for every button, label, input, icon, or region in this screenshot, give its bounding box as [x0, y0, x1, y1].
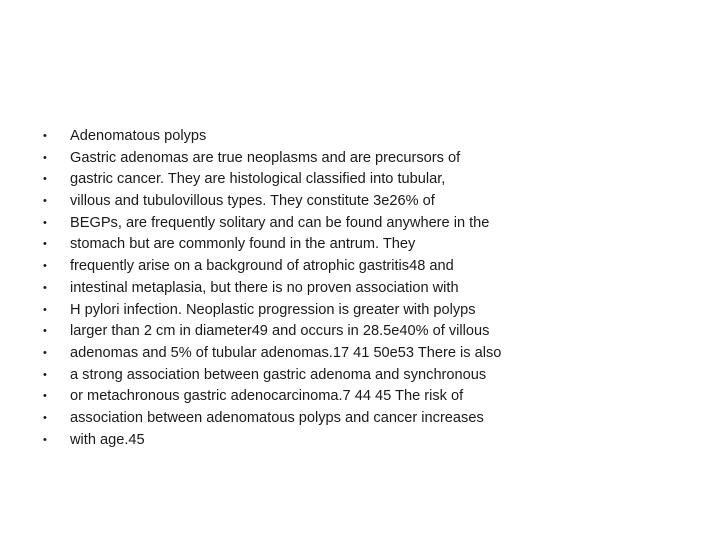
- bullet-icon: •: [43, 260, 47, 273]
- bullet-item: [40, 321, 600, 343]
- bullet-item: [40, 148, 600, 170]
- bullet-item: [40, 169, 600, 191]
- bullet-icon: •: [43, 346, 47, 359]
- bullet-text: adenomas and 5% of tubular adenomas.17 41 50e53 There is also: [70, 344, 502, 361]
- bullet-list: [40, 126, 600, 451]
- bullet-text: gastric cancer. They are histological classified into tubular,: [70, 171, 446, 188]
- bullet-icon: •: [43, 390, 47, 403]
- bullet-icon: •: [43, 173, 47, 186]
- bullet-text: villous and tubulovillous types. They constitute 3e26% of: [70, 193, 435, 210]
- bullet-text: frequently arise on a background of atrophic gastritis48 and: [70, 258, 454, 275]
- bullet-item: [40, 126, 600, 148]
- bullet-icon: •: [43, 433, 47, 446]
- bullet-item: [40, 191, 600, 213]
- bullet-item: [40, 343, 600, 365]
- bullet-icon: •: [43, 195, 47, 208]
- bullet-icon: •: [43, 368, 47, 381]
- bullet-icon: •: [43, 303, 47, 316]
- bullet-item: [40, 430, 600, 452]
- bullet-text: larger than 2 cm in diameter49 and occurs in 28.5e40% of villous: [70, 323, 490, 340]
- bullet-text: a strong association between gastric adenoma and synchronous: [70, 366, 487, 383]
- bullet-text: BEGPs, are frequently solitary and can be found anywhere in the: [70, 214, 490, 231]
- bullet-icon: •: [43, 238, 47, 251]
- bullet-icon: •: [43, 325, 47, 338]
- bullet-item: [40, 300, 600, 322]
- bullet-item: [40, 234, 600, 256]
- bullet-item: [40, 256, 600, 278]
- bullet-text: association between adenomatous polyps and cancer increases: [70, 409, 484, 426]
- bullet-text: stomach but are commonly found in the antrum. They: [70, 236, 416, 253]
- bullet-item: [40, 365, 600, 387]
- bullet-item: [40, 386, 600, 408]
- bullet-item: [40, 278, 600, 300]
- bullet-icon: •: [43, 130, 47, 142]
- bullet-text: intestinal metaplasia, but there is no proven association with: [70, 279, 459, 296]
- bullet-item: [40, 408, 600, 430]
- bullet-icon: •: [43, 411, 47, 424]
- bullet-icon: •: [43, 281, 47, 294]
- bullet-text: Adenomatous polyps: [70, 128, 207, 144]
- bullet-text: H pylori infection. Neoplastic progression is greater with polyps: [70, 301, 476, 318]
- bullet-icon: •: [43, 151, 47, 164]
- bullet-item: [40, 213, 600, 235]
- bullet-icon: •: [43, 216, 47, 229]
- bullet-text: or metachronous gastric adenocarcinoma.7 44 45 The risk of: [70, 388, 464, 405]
- bullet-text: with age.45: [70, 431, 145, 448]
- bullet-text: Gastric adenomas are true neoplasms and are precursors of: [70, 149, 461, 166]
